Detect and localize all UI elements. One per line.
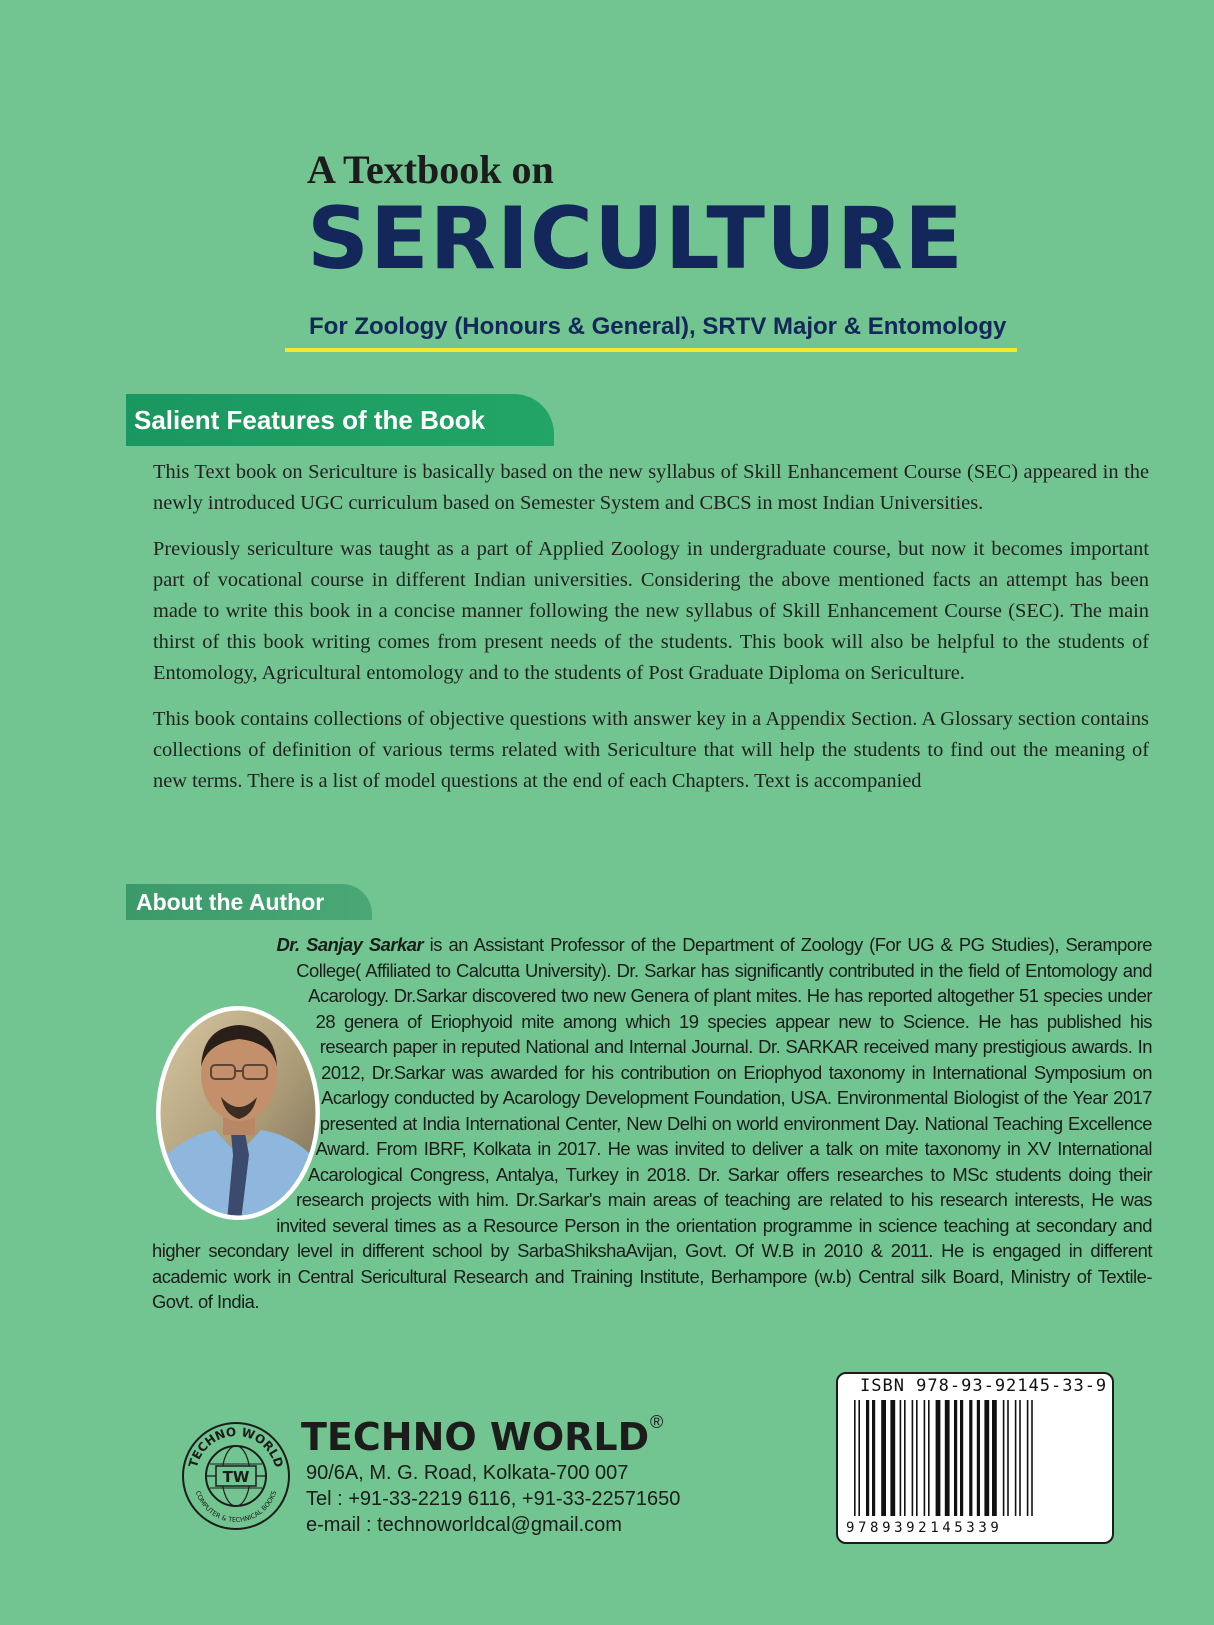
features-heading: Salient Features of the Book xyxy=(126,394,554,446)
pre-title: A Textbook on xyxy=(307,147,554,192)
author-bio-text: is an Assistant Professor of the Department of Zoology (For UG & PG Studies), Serampore College( Affiliated to Calcutta University). Dr. Sarkar has significantly contributed in the field of Entomology and Acarology. Dr.Sarkar discovered two new Genera of plant mites. He has reported altogether 51 species under 28 genera of Eriophyoid mite among which 19 species appear new to Science. He has published his research paper in reputed National and Internal Journal. Dr. SARKAR received many prestigious awards. In 2012, Dr.Sarkar was awarded for his contribution on Eriophyod taxonomy in International Symposium on Acarlogy conducted by Acarology Development Foundation, USA. Environmental Biologist of the Year 2017 presented at India International Center, New Delhi on world environment Day. National Teaching Excellence Award. From IBRF, Kolkata in 2017. He was invited to deliver a talk on mite taxonomy in XV International Acarological Congress, Antalya, Turkey in 2018. Dr. Sarkar offers researches to MSc students doing their research projects with him. Dr.Sarkar's main areas of teaching are related to his research interests, He was invited several times as a Resource Person in the orientation programme in science teaching at secondary and higher secondary level in different school by SarbaShikshaAvijan, Govt. Of W.B in 2010 & 2011. He is engaged in different academic work in Central Sericultural Research and Training Institute, Berhampore (w.b) Central silk Board, Ministry of Textile-Govt. of India. xyxy=(152,934,1152,1312)
isbn-label: ISBN 978-93-92145-33-9 xyxy=(860,1376,1108,1396)
author-heading: About the Author xyxy=(126,884,372,920)
title-underline xyxy=(285,348,1017,352)
registered-mark: ® xyxy=(650,1412,664,1432)
publisher-logo xyxy=(180,1420,292,1532)
logo-ring-bottom: COMPUTER & TECHNICAL BOOKS xyxy=(193,1489,279,1525)
author-bio xyxy=(152,932,1152,1315)
logo-ring-top: TECHNO WORLD xyxy=(186,1424,287,1470)
barcode-bars xyxy=(850,1400,1100,1518)
features-paragraph-2: Previously sericulture was taught as a part of Applied Zoology in undergraduate course, but now it becomes important part of vocational course in different Indian universities. Considering the above mentioned facts an attempt has been made to write this book in a concise manner following the new syllabus of Skill Enhancement Course (SEC). The main thirst of this book writing comes from present needs of the students. This book will also be helpful to the students of Entomology, Agricultural entomology and to the students of Post Graduate Diploma on Sericulture. xyxy=(153,538,1149,684)
features-paragraph-1: This Text book on Sericulture is basically based on the new syllabus of Skill Enhancement Course (SEC) appeared in the newly introduced UGC curriculum based on Semester System and CBCS in most Indian Universities. xyxy=(153,461,1149,514)
book-title: SERICULTURE xyxy=(307,189,964,289)
barcode-digits: 9789392145339 xyxy=(846,1520,1003,1536)
publisher-name: TECHNO WORLD xyxy=(301,1415,650,1459)
features-text xyxy=(153,457,1149,812)
author-name: Dr. Sanjay Sarkar xyxy=(276,934,424,955)
book-subtitle: For Zoology (Honours & General), SRTV Major & Entomology xyxy=(309,313,1007,340)
features-paragraph-3: This book contains collections of objective questions with answer key in a Appendix Section. A Glossary section contains collections of definition of various terms related with Sericulture that will help the students to find out the meaning of new terms. There is a list of model questions at the end of each Chapters. Text is accompanied xyxy=(153,708,1149,792)
publisher-email: e-mail : technoworldcal@gmail.com xyxy=(306,1514,622,1536)
publisher-address: 90/6A, M. G. Road, Kolkata-700 007 xyxy=(306,1462,629,1484)
publisher-phone: Tel : +91-33-2219 6116, +91-33-22571650 xyxy=(306,1488,681,1510)
logo-initials: TW xyxy=(222,1468,250,1486)
